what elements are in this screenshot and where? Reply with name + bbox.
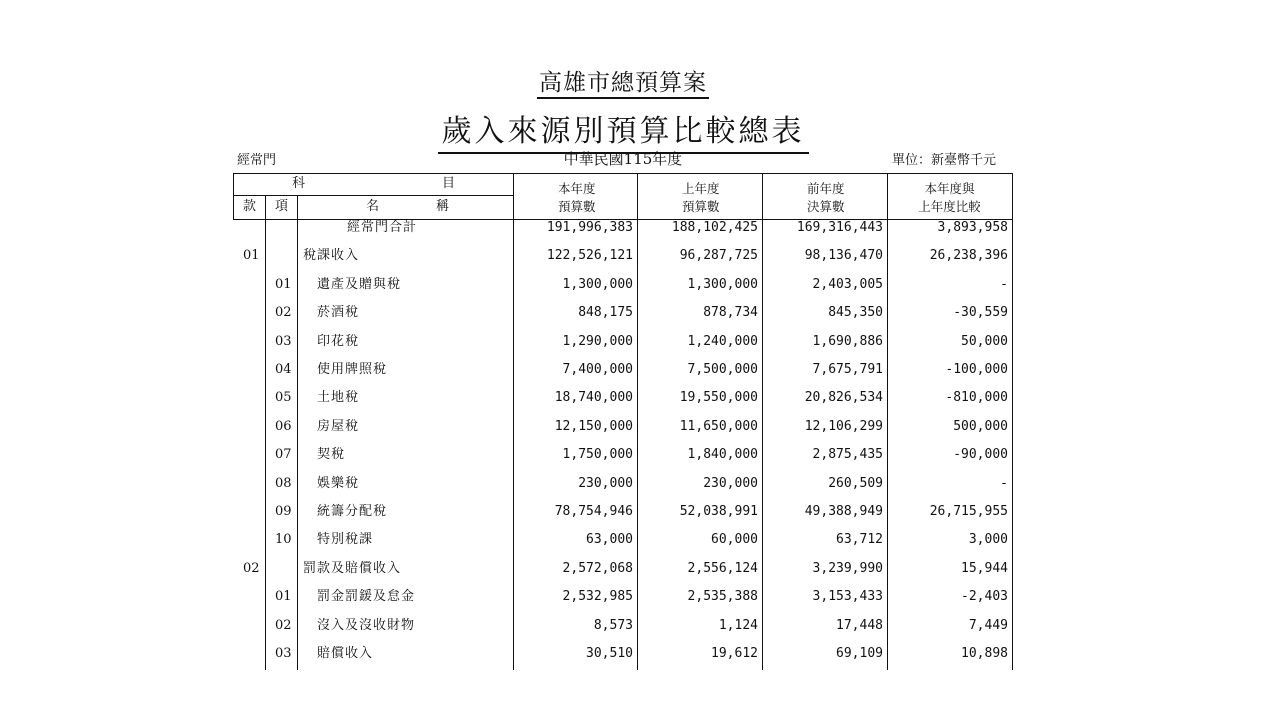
row-name: 娛樂稅: [317, 476, 360, 491]
row-value: 500,000: [953, 419, 1008, 434]
row-value: 2,535,388: [687, 589, 758, 604]
header-divider: [233, 195, 513, 196]
header-col-line1: 本年度與: [924, 181, 975, 196]
header-col-line1: 上年度: [682, 181, 720, 196]
row-xiang-code: 08: [275, 476, 292, 491]
row-value: -810,000: [945, 390, 1008, 405]
row-value: 169,316,443: [796, 220, 883, 235]
header-name-right: 稱: [436, 199, 450, 214]
row-value: 63,000: [586, 532, 633, 547]
unit-label: 單位：新臺幣千元: [892, 153, 997, 168]
row-name: 罰款及賠償收入: [303, 561, 402, 576]
row-value: 188,102,425: [671, 220, 758, 235]
row-xiang-code: 01: [275, 589, 292, 604]
row-xiang-code: 02: [275, 618, 292, 633]
row-value: 15,944: [961, 561, 1008, 576]
col-divider: [762, 173, 763, 670]
row-value: -30,559: [953, 305, 1008, 320]
row-value: 19,612: [711, 646, 758, 661]
row-value: 1,124: [718, 618, 758, 633]
row-value: 2,532,985: [562, 589, 633, 604]
header-col-line2: 決算數: [807, 199, 845, 214]
fiscal-year: 中華民國115年度: [563, 150, 683, 168]
row-value: 18,740,000: [554, 390, 633, 405]
row-value: 52,038,991: [679, 504, 758, 519]
row-value: 878,734: [703, 305, 758, 320]
row-name: 契稅: [317, 447, 346, 462]
row-value: 7,675,791: [812, 362, 883, 377]
header-xiang: 項: [275, 199, 289, 214]
row-xiang-code: 06: [275, 419, 292, 434]
row-value: 1,240,000: [687, 334, 758, 349]
row-value: 69,109: [836, 646, 883, 661]
row-name: 賠償收入: [317, 646, 374, 661]
row-xiang-code: 03: [275, 646, 292, 661]
col-divider-kuan: [265, 195, 266, 670]
row-value: 1,290,000: [562, 334, 633, 349]
row-value: 3,239,990: [812, 561, 883, 576]
row-value: 230,000: [578, 476, 633, 491]
row-kuan-code: 01: [243, 248, 260, 263]
col-divider: [1012, 173, 1013, 670]
row-value: -: [1000, 476, 1008, 491]
row-value: 7,500,000: [687, 362, 758, 377]
row-value: 260,509: [828, 476, 883, 491]
row-value: 50,000: [961, 334, 1008, 349]
row-value: 1,300,000: [687, 277, 758, 292]
row-value: 49,388,949: [804, 504, 883, 519]
table-left-border: [233, 173, 234, 219]
row-xiang-code: 09: [275, 504, 292, 519]
col-divider: [637, 173, 638, 670]
col-divider: [513, 173, 514, 670]
row-name: 土地稅: [317, 390, 360, 405]
row-name: 使用牌照稅: [317, 362, 388, 377]
row-value: 2,403,005: [812, 277, 883, 292]
row-value: 78,754,946: [554, 504, 633, 519]
row-value: 19,550,000: [679, 390, 758, 405]
row-value: 3,893,958: [937, 220, 1008, 235]
row-value: 848,175: [578, 305, 633, 320]
row-xiang-code: 03: [275, 334, 292, 349]
row-value: 1,750,000: [562, 447, 633, 462]
row-name: 遺產及贈與稅: [317, 277, 402, 292]
row-value: -100,000: [945, 362, 1008, 377]
row-name: 經常門合計: [347, 220, 418, 235]
row-value: 63,712: [836, 532, 883, 547]
header-col-line1: 本年度: [558, 181, 596, 196]
row-xiang-code: 04: [275, 362, 292, 377]
row-value: 7,400,000: [562, 362, 633, 377]
row-value: 96,287,725: [679, 248, 758, 263]
row-value: 3,000: [968, 532, 1008, 547]
row-name: 稅課收入: [303, 248, 360, 263]
row-xiang-code: 10: [275, 532, 292, 547]
table-top-border: [233, 173, 1012, 174]
col-divider: [887, 173, 888, 670]
row-value: 2,556,124: [687, 561, 758, 576]
row-xiang-code: 02: [275, 305, 292, 320]
col-divider-xiang: [297, 195, 298, 670]
row-value: 12,106,299: [804, 419, 883, 434]
row-name: 罰金罰鍰及怠金: [317, 589, 416, 604]
row-value: 1,300,000: [562, 277, 633, 292]
row-value: 845,350: [828, 305, 883, 320]
row-value: -: [1000, 277, 1008, 292]
report-subtitle: 歲入來源別預算比較總表: [0, 106, 1246, 150]
row-value: 230,000: [703, 476, 758, 491]
row-value: 26,238,396: [929, 248, 1008, 263]
row-name: 沒入及沒收財物: [317, 618, 416, 633]
row-value: 122,526,121: [546, 248, 633, 263]
row-value: 10,898: [961, 646, 1008, 661]
row-value: 7,449: [968, 618, 1008, 633]
row-xiang-code: 07: [275, 447, 292, 462]
header-kuan: 款: [243, 199, 257, 214]
header-name-left: 名: [366, 199, 380, 214]
row-name: 印花稅: [317, 334, 360, 349]
row-value: 98,136,470: [804, 248, 883, 263]
row-value: 2,572,068: [562, 561, 633, 576]
row-name: 菸酒稅: [317, 305, 360, 320]
row-value: 2,875,435: [812, 447, 883, 462]
row-value: -90,000: [953, 447, 1008, 462]
row-value: 11,650,000: [679, 419, 758, 434]
row-value: 17,448: [836, 618, 883, 633]
row-name: 統籌分配稅: [317, 504, 388, 519]
row-value: 191,996,383: [546, 220, 633, 235]
row-value: 12,150,000: [554, 419, 633, 434]
row-name: 特別稅課: [317, 532, 374, 547]
row-value: 60,000: [711, 532, 758, 547]
header-subject-right: 目: [442, 176, 456, 191]
row-value: 1,840,000: [687, 447, 758, 462]
row-xiang-code: 01: [275, 277, 292, 292]
header-col-line2: 預算數: [682, 199, 720, 214]
header-col-line2: 預算數: [558, 199, 596, 214]
header-subject-left: 科: [292, 176, 306, 191]
row-value: 26,715,955: [929, 504, 1008, 519]
row-value: 3,153,433: [812, 589, 883, 604]
row-kuan-code: 02: [243, 561, 260, 576]
header-col-line2: 上年度比較: [918, 199, 981, 214]
header-col-line1: 前年度: [807, 181, 845, 196]
row-value: 30,510: [586, 646, 633, 661]
row-name: 房屋稅: [317, 419, 360, 434]
row-value: 8,573: [593, 618, 633, 633]
row-xiang-code: 05: [275, 390, 292, 405]
report-title: 高雄市總預算案: [0, 64, 1246, 97]
section-label: 經常門: [237, 153, 277, 168]
row-value: 1,690,886: [812, 334, 883, 349]
row-value: 20,826,534: [804, 390, 883, 405]
row-value: -2,403: [961, 589, 1008, 604]
